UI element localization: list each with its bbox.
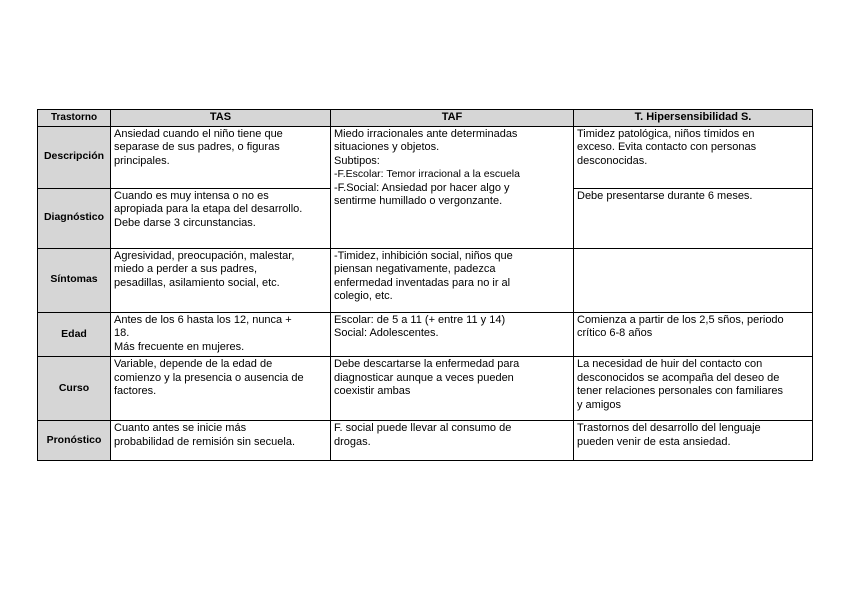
cell-hip-descripcion: Timidez patológica, niños tímidos en exceso. Evita contacto con personas desconocidas. (574, 126, 813, 188)
cell-hip-curso: La necesidad de huir del contacto con desconocidos se acompaña del deseo de tener relaciones personales con familiares y amigos (574, 357, 813, 421)
header-taf: TAF (331, 110, 574, 127)
row-label-sintomas: Síntomas (38, 248, 111, 312)
cell-hip-edad: Comienza a partir de los 2,5 sños, periodo crítico 6-8 años (574, 312, 813, 357)
row-label-pronostico: Pronóstico (38, 421, 111, 461)
taf-subtype-escolar: -F.Escolar: Temor irracional a la escuela (334, 168, 520, 180)
header-tas: TAS (111, 110, 331, 127)
taf-subtype-social: -F.Social: Ansiedad por hacer algo y sentirme humillado o vergonzante. (334, 181, 510, 207)
disorders-comparison-table (37, 109, 813, 461)
row-label-descripcion: Descripción (38, 126, 111, 188)
cell-hip-pronostico: Trastornos del desarrollo del lenguaje pueden venir de esta ansiedad. (574, 421, 813, 461)
cell-tas-sintomas: Agresividad, preocupación, malestar, miedo a perder a sus padres, pesadillas, asilamiento social, etc. (111, 248, 331, 312)
cell-taf-curso: Debe descartarse la enfermedad para diagnosticar aunque a veces pueden coexistir ambas (331, 357, 574, 421)
taf-subtypes-title: Subtipos: (334, 154, 380, 167)
header-hipersensibilidad: T. Hipersensibilidad S. (574, 110, 813, 127)
header-trastorno: Trastorno (38, 110, 111, 127)
row-curso (38, 357, 813, 421)
cell-tas-descripcion: Ansiedad cuando el niño tiene que separase de sus padres, o figuras principales. (111, 126, 331, 188)
cell-taf-descripcion-diagnostico (331, 126, 574, 248)
cell-tas-pronostico: Cuanto antes se inicie más probabilidad de remisión sin secuela. (111, 421, 331, 461)
cell-taf-edad: Escolar: de 5 a 11 (+ entre 11 y 14) Social: Adolescentes. (331, 312, 574, 357)
row-descripcion (38, 126, 813, 188)
cell-tas-diagnostico: Cuando es muy intensa o no es apropiada para la etapa del desarrollo. Debe darse 3 circunstancias. (111, 188, 331, 248)
header-row (38, 110, 813, 127)
cell-tas-curso: Variable, depende de la edad de comienzo y la presencia o ausencia de factores. (111, 357, 331, 421)
cell-tas-edad: Antes de los 6 hasta los 12, nunca + 18. Más frecuente en mujeres. (111, 312, 331, 357)
row-edad (38, 312, 813, 357)
cell-taf-sintomas: -Timidez, inhibición social, niños que piensan negativamente, padezca enfermedad inventadas para no ir al colegio, etc. (331, 248, 574, 312)
taf-intro: Miedo irracionales ante determinadas situaciones y objetos. (334, 127, 518, 153)
row-sintomas (38, 248, 813, 312)
row-label-curso: Curso (38, 357, 111, 421)
cell-taf-pronostico: F. social puede llevar al consumo de drogas. (331, 421, 574, 461)
cell-hip-diagnostico: Debe presentarse durante 6 meses. (574, 188, 813, 248)
row-label-edad: Edad (38, 312, 111, 357)
row-pronostico (38, 421, 813, 461)
row-label-diagnostico: Diagnóstico (38, 188, 111, 248)
cell-hip-sintomas (574, 248, 813, 312)
